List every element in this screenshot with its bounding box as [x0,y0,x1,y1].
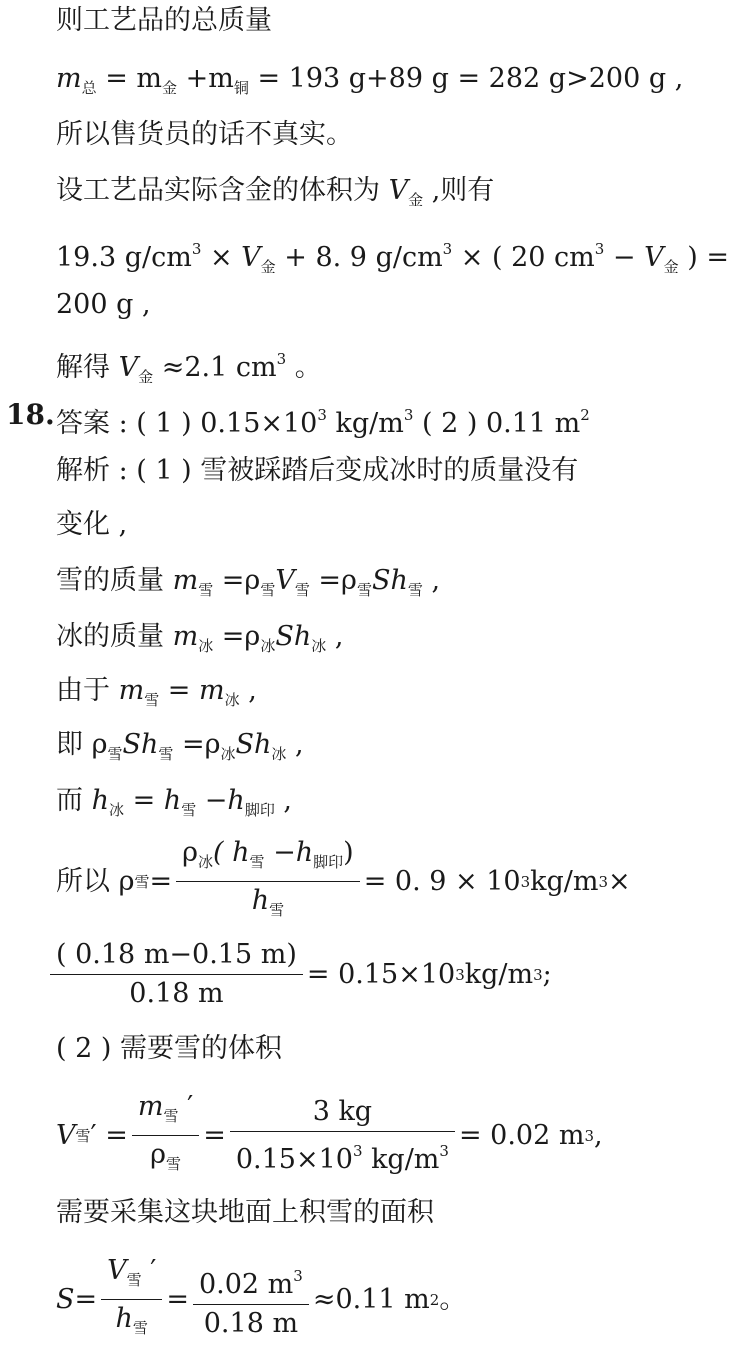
equation-line: 解得 $V_金 \approx 2.1$ $cm^3$ 。 [56,350,322,386]
equation-line: 19.3 $g/cm^3 \times V_金 + 8$. 9 $g/cm^3$ × ( 20 $cm^3 - V_金$ ) = [56,240,729,276]
question-number: 18. [6,398,55,431]
equation-line: $\frac{( 0.18 m-0.15 m)}{0.18 m}$ = 0.15×10 3 kg/m 3 ; [50,938,552,1011]
equation-line: 所以 ρ 雪 = $\frac{\rho_冰( h_雪 -h_{脚印})}{h_雪}$ = 0. 9 × 10 3 kg/m 3 × [56,836,631,927]
text-line: 解析 : ( 1 ) 雪被踩踏后变成冰时的质量没有 [56,455,579,486]
equation-line: 雪的质量 $m_雪 =\rho_雪V_雪 =\rho_雪Sh_雪$ , [56,565,441,599]
equation-line: V 雪 ′ = $\frac{m_雪 '}{\rho_雪}$ = $\frac{3 kg}{0.15\times 10^3 kg/m^3}$ = 0.02 m 3 , [56,1090,603,1181]
fraction: $\frac{V_雪 '}{h_雪}$ [101,1254,162,1345]
text-line: 设工艺品实际含金的体积为 $V_金$ ,则有 [56,175,495,209]
text-line: ( 2 ) 需要雪的体积 [56,1033,282,1064]
equation-line: 200 g , [56,289,151,320]
fraction: $\frac{0.02 m^3}{0.18 m}$ [193,1259,309,1341]
equation-line: $m_总 = m_金 +m_铜 = 193$ g+89 g = 282 g>200 g , [56,63,684,97]
answer-line: 答案 : ( 1 ) $0.15\times 10^3$ $kg/m^3$ ( 2 ) 0.11 $m^2$ [56,406,590,439]
equation-line: 冰的质量 $m_冰 =\rho_冰Sh_冰$ , [56,621,344,655]
fraction: $\frac{\rho_冰( h_雪 -h_{脚印})}{h_雪}$ [176,836,360,927]
text-line: 则工艺品的总质量 [56,5,272,36]
text-line: 需要采集这块地面上积雪的面积 [56,1197,434,1228]
equation-line: 由于 $m_雪 = m_冰$ , [56,675,257,709]
text-line: 所以售货员的话不真实。 [56,119,353,150]
equation-line: 而 $h_冰 = h_雪 -h_{脚印}$ , [56,785,292,819]
equation-line: S = $\frac{V_雪 '}{h_雪}$ = $\frac{0.02 m^3}{0.18 m}$ ≈0.11 m 2 。 [56,1254,466,1345]
text-line: 变化 , [56,509,128,540]
fraction: $\frac{3 kg}{0.15\times 10^3 kg/m^3}$ [230,1095,455,1177]
equation-line: 即 $\rho_雪Sh_雪 =\rho_冰Sh_冰$ , [56,729,304,763]
fraction: $\frac{m_雪 '}{\rho_雪}$ [132,1090,199,1181]
fraction: $\frac{( 0.18 m-0.15 m)}{0.18 m}$ [50,938,303,1011]
